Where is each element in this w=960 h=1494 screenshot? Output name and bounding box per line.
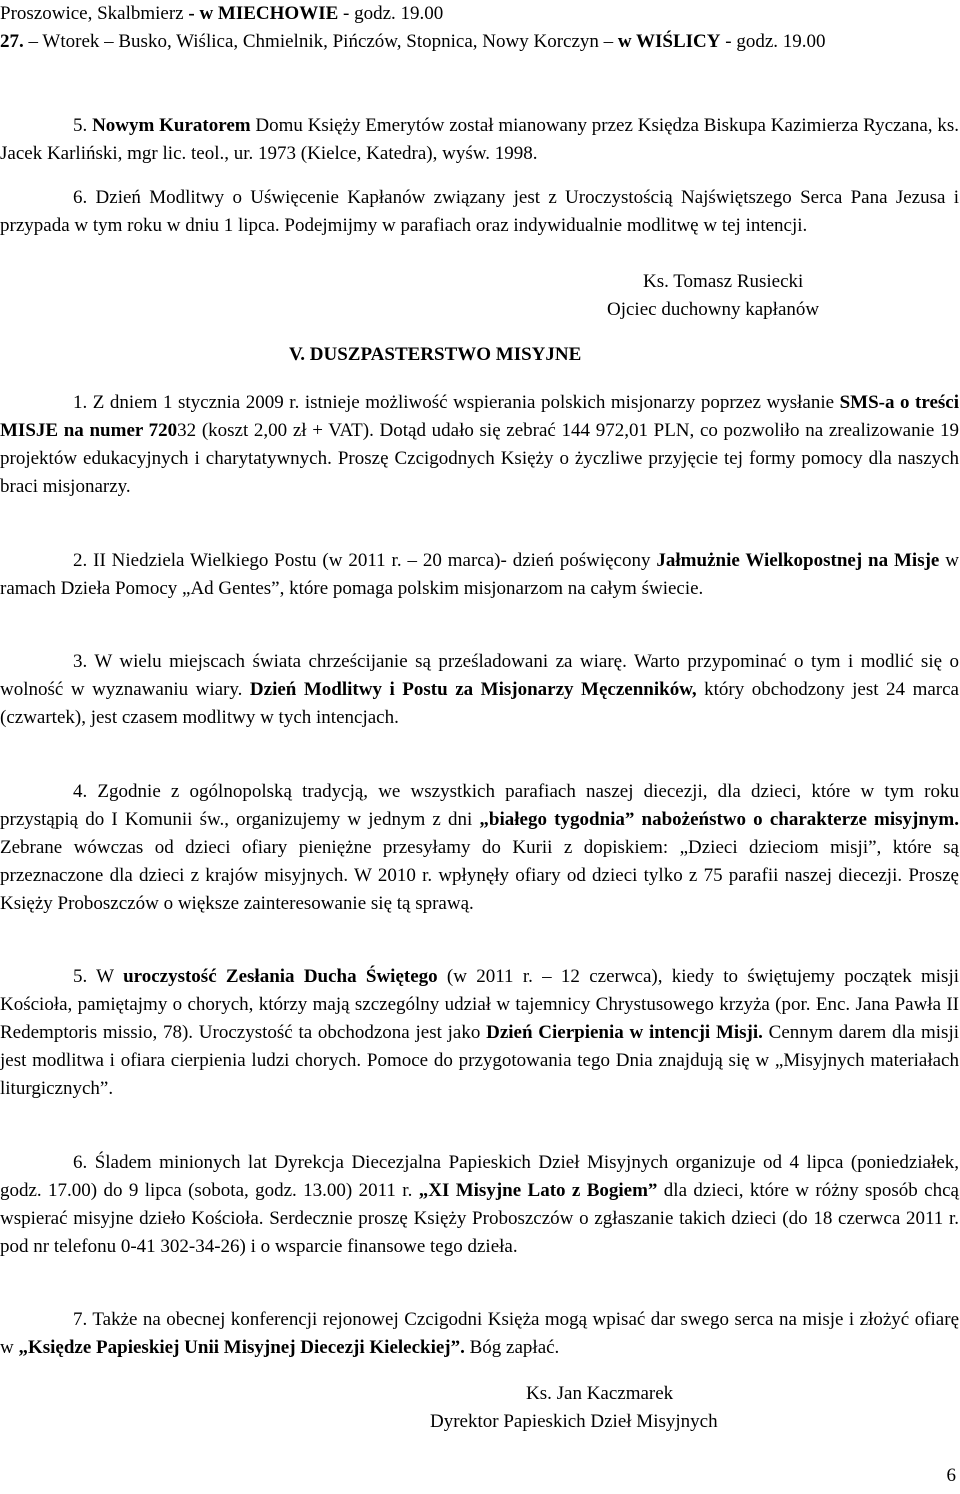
item-5-paragraph: 5. Nowym Kuratorem Domu Księży Emerytów został mianowany przez Księdza Biskupa Kazimierza Ryczana, ks. Jacek Karliński, mgr lic. teol., ur. 1973 (Kielce, Katedra), wyśw. 1998. bbox=[0, 115, 959, 164]
signature-name: Ks. Tomasz Rusiecki bbox=[643, 271, 804, 292]
schedule-time: - godz. 19.00 bbox=[720, 31, 826, 52]
mission-item-1: 1. Z dniem 1 stycznia 2009 r. istnieje możliwość wspierania polskich misjonarzy poprzez wysłanie SMS-a o treści MISJE na numer 72032 (koszt 2,00 zł + VAT). Dotąd udało się zebrać 144 972,01 PLN, co pozwoliło na zrealizowanie 19 projektów edukacyjnych i charytatywnych. Proszę Czcigodnych Księży o życzliwe przyjęcie tej formy pomocy dla naszych braci misjonarzy. bbox=[0, 392, 959, 497]
mission-item-5: 5. W uroczystość Zesłania Ducha Świętego (w 2011 r. – 12 czerwca), kiedy to świętujemy początek misji Kościoła, pamiętajmy o chorych, którzy mają szczególny udział w tajemnicy Chrystusowego krzyża (por. Enc. Jana Pawła II Redemptoris missio, 78). Uroczystość ta obchodzona jest jako Dzień Cierpienia w intencji Misji. Cennym darem dla misji jest modlitwa i ofiara cierpienia ludzi chorych. Pomoce do przygotowania tego Dnia znajdują się w „Misyjnych materiałach liturgicznych”. bbox=[0, 966, 960, 1099]
schedule-day: 27. bbox=[0, 31, 24, 52]
signature-name: Ks. Jan Kaczmarek bbox=[526, 1383, 674, 1404]
bold-phrase: Dzień Modlitwy i Postu za Misjonarzy Męczenników, bbox=[249, 679, 697, 700]
schedule-location: w WIŚLICY bbox=[613, 31, 721, 52]
schedule-time: - godz. 19.00 bbox=[338, 3, 444, 24]
bold-phrase: Jałmużnie Wielkopostnej na Misje bbox=[656, 550, 940, 571]
bold-phrase: „XI Misyjne Lato z Bogiem” bbox=[418, 1180, 658, 1201]
schedule-places: – Wtorek – Busko, Wiślica, Chmielnik, Pińczów, Stopnica, Nowy Korczyn – bbox=[23, 31, 614, 52]
item-6-paragraph: 6. Dzień Modlitwy o Uświęcenie Kapłanów związany jest z Uroczystością Najświętszego Serca Pana Jezusa i przypada w tym roku w dniu 1 lipca. Podejmijmy w parafiach oraz indywidualnie modlitwę w tej intencji. bbox=[0, 187, 959, 236]
schedule-line-2 bbox=[0, 28, 959, 56]
signature-role: Ojciec duchowny kapłanów bbox=[607, 299, 820, 320]
bold-phrase: SMS-a o treści MISJE na numer 720 bbox=[0, 392, 959, 441]
schedule-line-1 bbox=[0, 0, 959, 28]
mission-item-6: 6. Śladem minionych lat Dyrekcja Diecezjalna Papieskich Dzieł Misyjnych organizuje od 4 lipca (poniedziałek, godz. 17.00) do 9 lipca (sobota, godz. 13.00) 2011 r. „XI Misyjne Lato z Bogiem” dla dzieci, które w różny sposób chcą wspierać misyjne dzieło Kościoła. Serdecznie proszę Księży Proboszczów o zgłaszanie takich dzieci (do 18 czerwca 2011 r. pod nr telefonu 0-41 302-34-26) i o wsparcie finansowe tego dzieła. bbox=[0, 1152, 959, 1257]
signature-role: Dyrektor Papieskich Dzieł Misyjnych bbox=[430, 1411, 718, 1432]
bold-phrase: Nowym Kuratorem bbox=[92, 115, 251, 136]
mission-item-2: 2. II Niedziela Wielkiego Postu (w 2011 r. – 20 marca)- dzień poświęcony Jałmużnie Wielkopostnej na Misje w ramach Dzieła Pomocy „Ad Gentes”, które pomaga polskim misjonarzom na całym świecie. bbox=[0, 550, 959, 599]
bold-phrase: Dzień Cierpienia w intencji Misji. bbox=[486, 1022, 763, 1043]
schedule-places: Proszowice, Skalbmierz bbox=[0, 3, 184, 24]
mission-item-7: 7. Także na obecnej konferencji rejonowej Czcigodni Księża mogą wpisać dar swego serca na misje i złożyć ofiarę w „Księdze Papieskiej Unii Misyjnej Diecezji Kieleckiej”. Bóg zapłać. bbox=[0, 1309, 959, 1358]
section-heading: V. DUSZPASTERSTWO MISYJNE bbox=[289, 344, 582, 365]
bold-phrase: „Księdze Papieskiej Unii Misyjnej Diecezji Kieleckiej”. bbox=[18, 1337, 465, 1358]
mission-item-4: 4. Zgodnie z ogólnopolską tradycją, we wszystkich parafiach naszej diecezji, dla dzieci, które w tym roku przystąpią do I Komunii św., organizujemy w jednym z dni „białego tygodnia” nabożeństwo o charakterze misyjnym. Zebrane wówczas od dzieci ofiary pieniężne przesyłamy do Kurii z dopiskiem: „Dzieci dzieciom misji”, które są przeznaczone dla dzieci z krajów misyjnych. W 2010 r. wpłynęły ofiary od dzieci tylko z 75 parafii naszej diecezji. Proszę Księży Proboszczów o większe zainteresowanie się tą sprawą. bbox=[0, 781, 959, 914]
bold-phrase: „białego tygodnia” nabożeństwo o charakterze misyjnym. bbox=[479, 809, 959, 830]
bold-phrase: uroczystość Zesłania Ducha Świętego bbox=[123, 966, 438, 987]
page-number: 6 bbox=[946, 1465, 956, 1486]
schedule-location: - w MIECHOWIE bbox=[183, 3, 339, 24]
mission-item-3: 3. W wielu miejscach świata chrześcijanie są prześladowani za wiarę. Warto przypominać o tym i modlić się o wolność w wyznawaniu wiary. Dzień Modlitwy i Postu za Misjonarzy Męczenników, który obchodzony jest 24 marca (czwartek), jest czasem modlitwy w tych intencjach. bbox=[0, 651, 959, 728]
